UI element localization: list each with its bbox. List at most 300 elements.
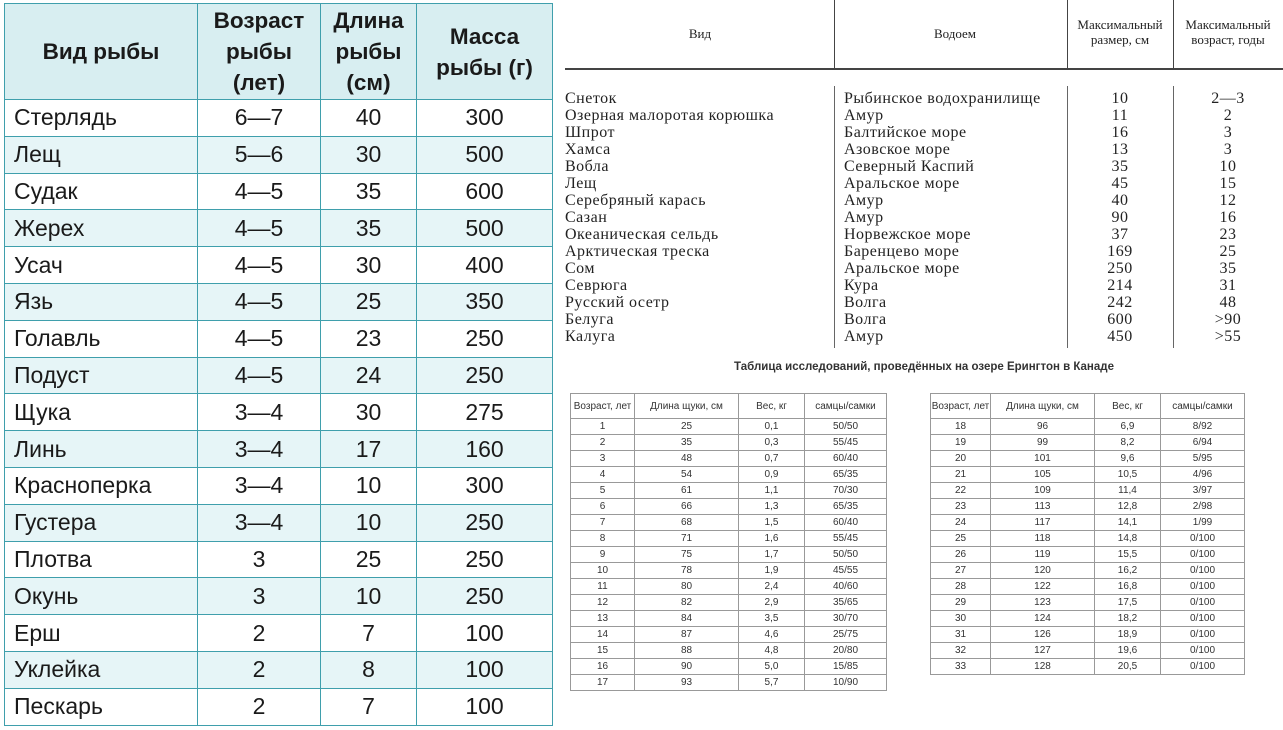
sex-ratio-cell: 50/50 bbox=[805, 547, 887, 563]
table-header-row bbox=[571, 394, 887, 419]
table-row bbox=[571, 611, 887, 627]
age-cell: 3 bbox=[198, 578, 321, 615]
max-size-cell: 45 bbox=[1111, 175, 1129, 192]
length-cell: 113 bbox=[991, 499, 1095, 515]
pike-study-table-left bbox=[570, 393, 887, 691]
species-cell: Щука bbox=[5, 394, 198, 431]
age-cell: 3—4 bbox=[198, 467, 321, 504]
max-age-cell: >90 bbox=[1214, 311, 1242, 328]
weight-cell: 1,9 bbox=[739, 563, 805, 579]
header-age: Возраст, лет bbox=[571, 394, 635, 419]
mass-cell: 275 bbox=[417, 394, 553, 431]
weight-cell: 1,7 bbox=[739, 547, 805, 563]
table-row bbox=[571, 435, 887, 451]
table-row bbox=[571, 515, 887, 531]
length-cell: 119 bbox=[991, 547, 1095, 563]
table-row bbox=[5, 247, 553, 284]
max-age-cell: 23 bbox=[1219, 226, 1237, 243]
sex-ratio-cell: 2/98 bbox=[1161, 499, 1245, 515]
max-size-cell: 35 bbox=[1111, 158, 1129, 175]
length-cell: 122 bbox=[991, 579, 1095, 595]
length-cell: 10 bbox=[321, 578, 417, 615]
species-cell: Лещ bbox=[565, 175, 597, 192]
age-cell: 4—5 bbox=[198, 210, 321, 247]
weight-cell: 11,4 bbox=[1095, 483, 1161, 499]
age-cell: 6—7 bbox=[198, 100, 321, 137]
species-cell: Хамса bbox=[565, 141, 611, 158]
length-cell: 96 bbox=[991, 419, 1095, 435]
max-size-cell: 10 bbox=[1111, 90, 1129, 107]
age-cell: 14 bbox=[571, 627, 635, 643]
length-cell: 120 bbox=[991, 563, 1095, 579]
length-cell: 66 bbox=[635, 499, 739, 515]
header-mass: Масса рыбы (г) bbox=[417, 4, 553, 100]
species-cell: Севрюга bbox=[565, 277, 628, 294]
species-cell: Белуга bbox=[565, 311, 614, 328]
length-cell: 10 bbox=[321, 504, 417, 541]
length-cell: 88 bbox=[635, 643, 739, 659]
max-age-cell: 48 bbox=[1219, 294, 1237, 311]
max-size-cell: 250 bbox=[1107, 260, 1133, 277]
table-row bbox=[931, 499, 1245, 515]
length-cell: 123 bbox=[991, 595, 1095, 611]
length-cell: 61 bbox=[635, 483, 739, 499]
waterbody-cell: Азовское море bbox=[844, 141, 951, 158]
sex-ratio-cell: 50/50 bbox=[805, 419, 887, 435]
header-length: Длина рыбы (см) bbox=[321, 4, 417, 100]
length-cell: 126 bbox=[991, 627, 1095, 643]
age-cell: 21 bbox=[931, 467, 991, 483]
age-cell: 4—5 bbox=[198, 283, 321, 320]
table-row bbox=[5, 651, 553, 688]
weight-cell: 1,1 bbox=[739, 483, 805, 499]
table-row bbox=[565, 90, 1283, 107]
weight-cell: 18,9 bbox=[1095, 627, 1161, 643]
age-cell: 2 bbox=[198, 615, 321, 652]
weight-cell: 14,8 bbox=[1095, 531, 1161, 547]
header-weight: Вес, кг bbox=[1095, 394, 1161, 419]
mass-cell: 100 bbox=[417, 651, 553, 688]
max-size-cell: 13 bbox=[1111, 141, 1129, 158]
table-body bbox=[5, 100, 553, 726]
table-row bbox=[565, 260, 1283, 277]
sex-ratio-cell: 25/75 bbox=[805, 627, 887, 643]
sex-ratio-cell: 15/85 bbox=[805, 659, 887, 675]
sex-ratio-cell: 0/100 bbox=[1161, 531, 1245, 547]
table-row bbox=[565, 226, 1283, 243]
table-header-row bbox=[931, 394, 1245, 419]
sex-ratio-cell: 0/100 bbox=[1161, 627, 1245, 643]
length-cell: 30 bbox=[321, 247, 417, 284]
length-cell: 30 bbox=[321, 136, 417, 173]
waterbody-cell: Амур bbox=[844, 107, 884, 124]
length-cell: 68 bbox=[635, 515, 739, 531]
sex-ratio-cell: 3/97 bbox=[1161, 483, 1245, 499]
sex-ratio-cell: 1/99 bbox=[1161, 515, 1245, 531]
max-size-cell: 169 bbox=[1107, 243, 1133, 260]
table-row bbox=[565, 243, 1283, 260]
table-row bbox=[565, 209, 1283, 226]
sex-ratio-cell: 45/55 bbox=[805, 563, 887, 579]
age-cell: 9 bbox=[571, 547, 635, 563]
age-cell: 29 bbox=[931, 595, 991, 611]
age-cell: 7 bbox=[571, 515, 635, 531]
waterbody-cell: Аральское море bbox=[844, 175, 960, 192]
waterbody-cell: Кура bbox=[844, 277, 879, 294]
table-row bbox=[565, 158, 1283, 175]
max-size-cell: 16 bbox=[1111, 124, 1129, 141]
weight-cell: 0,3 bbox=[739, 435, 805, 451]
header-waterbody: Водоем bbox=[933, 26, 977, 41]
max-size-cell: 90 bbox=[1111, 209, 1129, 226]
sex-ratio-cell: 4/96 bbox=[1161, 467, 1245, 483]
length-cell: 124 bbox=[991, 611, 1095, 627]
length-cell: 128 bbox=[991, 659, 1095, 675]
mass-cell: 300 bbox=[417, 467, 553, 504]
length-cell: 40 bbox=[321, 100, 417, 137]
sex-ratio-cell: 30/70 bbox=[805, 611, 887, 627]
species-cell: Снеток bbox=[565, 90, 617, 107]
sex-ratio-cell: 5/95 bbox=[1161, 451, 1245, 467]
table-row bbox=[5, 283, 553, 320]
age-cell: 5—6 bbox=[198, 136, 321, 173]
weight-cell: 1,3 bbox=[739, 499, 805, 515]
table-row bbox=[565, 124, 1283, 141]
sex-ratio-cell: 10/90 bbox=[805, 675, 887, 691]
age-cell: 3—4 bbox=[198, 394, 321, 431]
header-divider bbox=[565, 68, 1283, 70]
length-cell: 25 bbox=[635, 419, 739, 435]
waterbody-cell: Волга bbox=[844, 311, 887, 328]
weight-cell: 15,5 bbox=[1095, 547, 1161, 563]
table-row bbox=[571, 563, 887, 579]
table-row bbox=[571, 595, 887, 611]
species-cell: Вобла bbox=[565, 158, 609, 175]
age-cell: 4—5 bbox=[198, 173, 321, 210]
sex-ratio-cell: 0/100 bbox=[1161, 563, 1245, 579]
mass-cell: 400 bbox=[417, 247, 553, 284]
weight-cell: 16,2 bbox=[1095, 563, 1161, 579]
table-row bbox=[565, 277, 1283, 294]
age-cell: 24 bbox=[931, 515, 991, 531]
max-age-cell: 3 bbox=[1223, 124, 1233, 141]
table-row bbox=[571, 659, 887, 675]
length-cell: 93 bbox=[635, 675, 739, 691]
sex-ratio-cell: 8/92 bbox=[1161, 419, 1245, 435]
table-row bbox=[931, 467, 1245, 483]
age-cell: 4—5 bbox=[198, 247, 321, 284]
species-cell: Океаническая сельдь bbox=[565, 226, 719, 243]
max-size-cell: 242 bbox=[1107, 294, 1133, 311]
table-row bbox=[5, 210, 553, 247]
table-row bbox=[5, 541, 553, 578]
table-row bbox=[931, 451, 1245, 467]
age-cell: 5 bbox=[571, 483, 635, 499]
column-divider bbox=[1067, 0, 1068, 68]
species-cell: Сазан bbox=[565, 209, 608, 226]
sex-ratio-cell: 0/100 bbox=[1161, 595, 1245, 611]
table-row bbox=[931, 611, 1245, 627]
max-age-cell: 2—3 bbox=[1211, 90, 1245, 107]
species-cell: Красноперка bbox=[5, 467, 198, 504]
weight-cell: 14,1 bbox=[1095, 515, 1161, 531]
table-row bbox=[5, 431, 553, 468]
waterbody-cell: Волга bbox=[844, 294, 887, 311]
weight-cell: 2,4 bbox=[739, 579, 805, 595]
age-cell: 3—4 bbox=[198, 504, 321, 541]
header-age: Возраст рыбы (лет) bbox=[198, 4, 321, 100]
header-weight: Вес, кг bbox=[739, 394, 805, 419]
table-row bbox=[5, 615, 553, 652]
table-row bbox=[571, 467, 887, 483]
table-row bbox=[5, 100, 553, 137]
weight-cell: 8,2 bbox=[1095, 435, 1161, 451]
max-size-cell: 11 bbox=[1111, 107, 1129, 124]
max-age-cell: 3 bbox=[1223, 141, 1233, 158]
length-cell: 78 bbox=[635, 563, 739, 579]
max-size-cell: 600 bbox=[1107, 311, 1133, 328]
sex-ratio-cell: 6/94 bbox=[1161, 435, 1245, 451]
length-cell: 25 bbox=[321, 541, 417, 578]
length-cell: 35 bbox=[321, 173, 417, 210]
table-row bbox=[931, 563, 1245, 579]
length-cell: 127 bbox=[991, 643, 1095, 659]
mass-cell: 100 bbox=[417, 615, 553, 652]
mass-cell: 250 bbox=[417, 320, 553, 357]
age-cell: 32 bbox=[931, 643, 991, 659]
header-pike-length: Длина щуки, см bbox=[991, 394, 1095, 419]
table-row bbox=[565, 192, 1283, 209]
length-cell: 90 bbox=[635, 659, 739, 675]
max-age-cell: >55 bbox=[1214, 328, 1242, 345]
table-row bbox=[571, 643, 887, 659]
table-body bbox=[931, 419, 1245, 675]
table-row bbox=[5, 688, 553, 725]
length-cell: 109 bbox=[991, 483, 1095, 499]
length-cell: 105 bbox=[991, 467, 1095, 483]
species-cell: Судак bbox=[5, 173, 198, 210]
header-species: Вид bbox=[688, 26, 712, 41]
table-row bbox=[5, 504, 553, 541]
age-cell: 31 bbox=[931, 627, 991, 643]
species-cell: Стерлядь bbox=[5, 100, 198, 137]
table-row bbox=[565, 311, 1283, 328]
waterbody-cell: Амур bbox=[844, 192, 884, 209]
sex-ratio-cell: 65/35 bbox=[805, 467, 887, 483]
mass-cell: 250 bbox=[417, 578, 553, 615]
table-row bbox=[571, 451, 887, 467]
age-cell: 3—4 bbox=[198, 431, 321, 468]
table-row bbox=[931, 483, 1245, 499]
age-cell: 11 bbox=[571, 579, 635, 595]
weight-cell: 3,5 bbox=[739, 611, 805, 627]
header-sex-ratio: самцы/самки bbox=[805, 394, 887, 419]
species-cell: Шпрот bbox=[565, 124, 615, 141]
length-cell: 23 bbox=[321, 320, 417, 357]
sex-ratio-cell: 40/60 bbox=[805, 579, 887, 595]
sex-ratio-cell: 0/100 bbox=[1161, 659, 1245, 675]
age-cell: 13 bbox=[571, 611, 635, 627]
species-cell: Пескарь bbox=[5, 688, 198, 725]
mass-cell: 350 bbox=[417, 283, 553, 320]
sex-ratio-cell: 60/40 bbox=[805, 451, 887, 467]
species-cell: Русский осетр bbox=[565, 294, 670, 311]
length-cell: 7 bbox=[321, 688, 417, 725]
table-row bbox=[5, 578, 553, 615]
max-size-cell: 214 bbox=[1107, 277, 1133, 294]
length-cell: 24 bbox=[321, 357, 417, 394]
weight-cell: 0,9 bbox=[739, 467, 805, 483]
species-cell: Подуст bbox=[5, 357, 198, 394]
table-body bbox=[571, 419, 887, 691]
weight-cell: 5,7 bbox=[739, 675, 805, 691]
table-row bbox=[565, 294, 1283, 311]
length-cell: 35 bbox=[635, 435, 739, 451]
length-cell: 87 bbox=[635, 627, 739, 643]
waterbody-cell: Аральское море bbox=[844, 260, 960, 277]
mass-cell: 250 bbox=[417, 357, 553, 394]
mass-cell: 600 bbox=[417, 173, 553, 210]
table-row bbox=[571, 531, 887, 547]
table-row bbox=[5, 173, 553, 210]
weight-cell: 1,6 bbox=[739, 531, 805, 547]
species-cell: Жерех bbox=[5, 210, 198, 247]
species-cell: Усач bbox=[5, 247, 198, 284]
length-cell: 25 bbox=[321, 283, 417, 320]
table-row bbox=[931, 435, 1245, 451]
mass-cell: 500 bbox=[417, 136, 553, 173]
weight-cell: 4,6 bbox=[739, 627, 805, 643]
max-size-cell: 37 bbox=[1111, 226, 1129, 243]
max-age-cell: 12 bbox=[1219, 192, 1237, 209]
table-header-row bbox=[5, 4, 553, 100]
weight-cell: 2,9 bbox=[739, 595, 805, 611]
fish-max-size-age-table bbox=[565, 0, 1283, 348]
mass-cell: 100 bbox=[417, 688, 553, 725]
max-age-cell: 16 bbox=[1219, 209, 1237, 226]
table-row bbox=[571, 499, 887, 515]
sex-ratio-cell: 55/45 bbox=[805, 435, 887, 451]
length-cell: 17 bbox=[321, 431, 417, 468]
mass-cell: 500 bbox=[417, 210, 553, 247]
weight-cell: 12,8 bbox=[1095, 499, 1161, 515]
age-cell: 30 bbox=[931, 611, 991, 627]
header-max-age: Максимальный возраст, годы bbox=[1185, 17, 1271, 47]
weight-cell: 4,8 bbox=[739, 643, 805, 659]
waterbody-cell: Амур bbox=[844, 328, 884, 345]
length-cell: 118 bbox=[991, 531, 1095, 547]
length-cell: 7 bbox=[321, 615, 417, 652]
species-cell: Язь bbox=[5, 283, 198, 320]
max-age-cell: 15 bbox=[1219, 175, 1237, 192]
length-cell: 84 bbox=[635, 611, 739, 627]
table-row bbox=[5, 320, 553, 357]
fish-age-length-mass-table bbox=[4, 3, 553, 726]
age-cell: 3 bbox=[571, 451, 635, 467]
max-age-cell: 10 bbox=[1219, 158, 1237, 175]
species-cell: Арктическая треска bbox=[565, 243, 710, 260]
header-sex-ratio: самцы/самки bbox=[1161, 394, 1245, 419]
age-cell: 2 bbox=[571, 435, 635, 451]
table-row bbox=[571, 675, 887, 691]
mass-cell: 250 bbox=[417, 504, 553, 541]
length-cell: 82 bbox=[635, 595, 739, 611]
waterbody-cell: Норвежское море bbox=[844, 226, 971, 243]
weight-cell: 0,1 bbox=[739, 419, 805, 435]
sex-ratio-cell: 70/30 bbox=[805, 483, 887, 499]
age-cell: 17 bbox=[571, 675, 635, 691]
age-cell: 18 bbox=[931, 419, 991, 435]
age-cell: 23 bbox=[931, 499, 991, 515]
waterbody-cell: Балтийское море bbox=[844, 124, 967, 141]
age-cell: 1 bbox=[571, 419, 635, 435]
max-age-cell: 2 bbox=[1223, 107, 1233, 124]
table-row bbox=[931, 531, 1245, 547]
weight-cell: 16,8 bbox=[1095, 579, 1161, 595]
weight-cell: 18,2 bbox=[1095, 611, 1161, 627]
table-row bbox=[571, 419, 887, 435]
table-row bbox=[931, 515, 1245, 531]
age-cell: 8 bbox=[571, 531, 635, 547]
age-cell: 25 bbox=[931, 531, 991, 547]
length-cell: 117 bbox=[991, 515, 1095, 531]
age-cell: 22 bbox=[931, 483, 991, 499]
waterbody-cell: Баренцево море bbox=[844, 243, 960, 260]
length-cell: 30 bbox=[321, 394, 417, 431]
length-cell: 99 bbox=[991, 435, 1095, 451]
sex-ratio-cell: 0/100 bbox=[1161, 547, 1245, 563]
table-row bbox=[571, 627, 887, 643]
table-row bbox=[5, 357, 553, 394]
length-cell: 75 bbox=[635, 547, 739, 563]
length-cell: 71 bbox=[635, 531, 739, 547]
table-row bbox=[565, 175, 1283, 192]
weight-cell: 20,5 bbox=[1095, 659, 1161, 675]
mass-cell: 250 bbox=[417, 541, 553, 578]
table-row bbox=[931, 659, 1245, 675]
age-cell: 19 bbox=[931, 435, 991, 451]
table-row bbox=[565, 107, 1283, 124]
length-cell: 8 bbox=[321, 651, 417, 688]
table-row bbox=[565, 141, 1283, 158]
length-cell: 101 bbox=[991, 451, 1095, 467]
header-max-size: Максимальный размер, см bbox=[1077, 17, 1163, 47]
age-cell: 33 bbox=[931, 659, 991, 675]
table-row bbox=[931, 595, 1245, 611]
species-cell: Линь bbox=[5, 431, 198, 468]
species-cell: Окунь bbox=[5, 578, 198, 615]
age-cell: 10 bbox=[571, 563, 635, 579]
sex-ratio-cell: 0/100 bbox=[1161, 611, 1245, 627]
species-cell: Серебряный карась bbox=[565, 192, 707, 209]
max-age-cell: 31 bbox=[1219, 277, 1237, 294]
table-row bbox=[5, 394, 553, 431]
weight-cell: 5,0 bbox=[739, 659, 805, 675]
species-cell: Калуга bbox=[565, 328, 616, 345]
age-cell: 15 bbox=[571, 643, 635, 659]
age-cell: 27 bbox=[931, 563, 991, 579]
table-row bbox=[571, 547, 887, 563]
length-cell: 10 bbox=[321, 467, 417, 504]
species-cell: Сом bbox=[565, 260, 595, 277]
length-cell: 80 bbox=[635, 579, 739, 595]
table-row bbox=[5, 136, 553, 173]
age-cell: 3 bbox=[198, 541, 321, 578]
weight-cell: 1,5 bbox=[739, 515, 805, 531]
header-pike-length: Длина щуки, см bbox=[635, 394, 739, 419]
age-cell: 4—5 bbox=[198, 357, 321, 394]
species-cell: Плотва bbox=[5, 541, 198, 578]
